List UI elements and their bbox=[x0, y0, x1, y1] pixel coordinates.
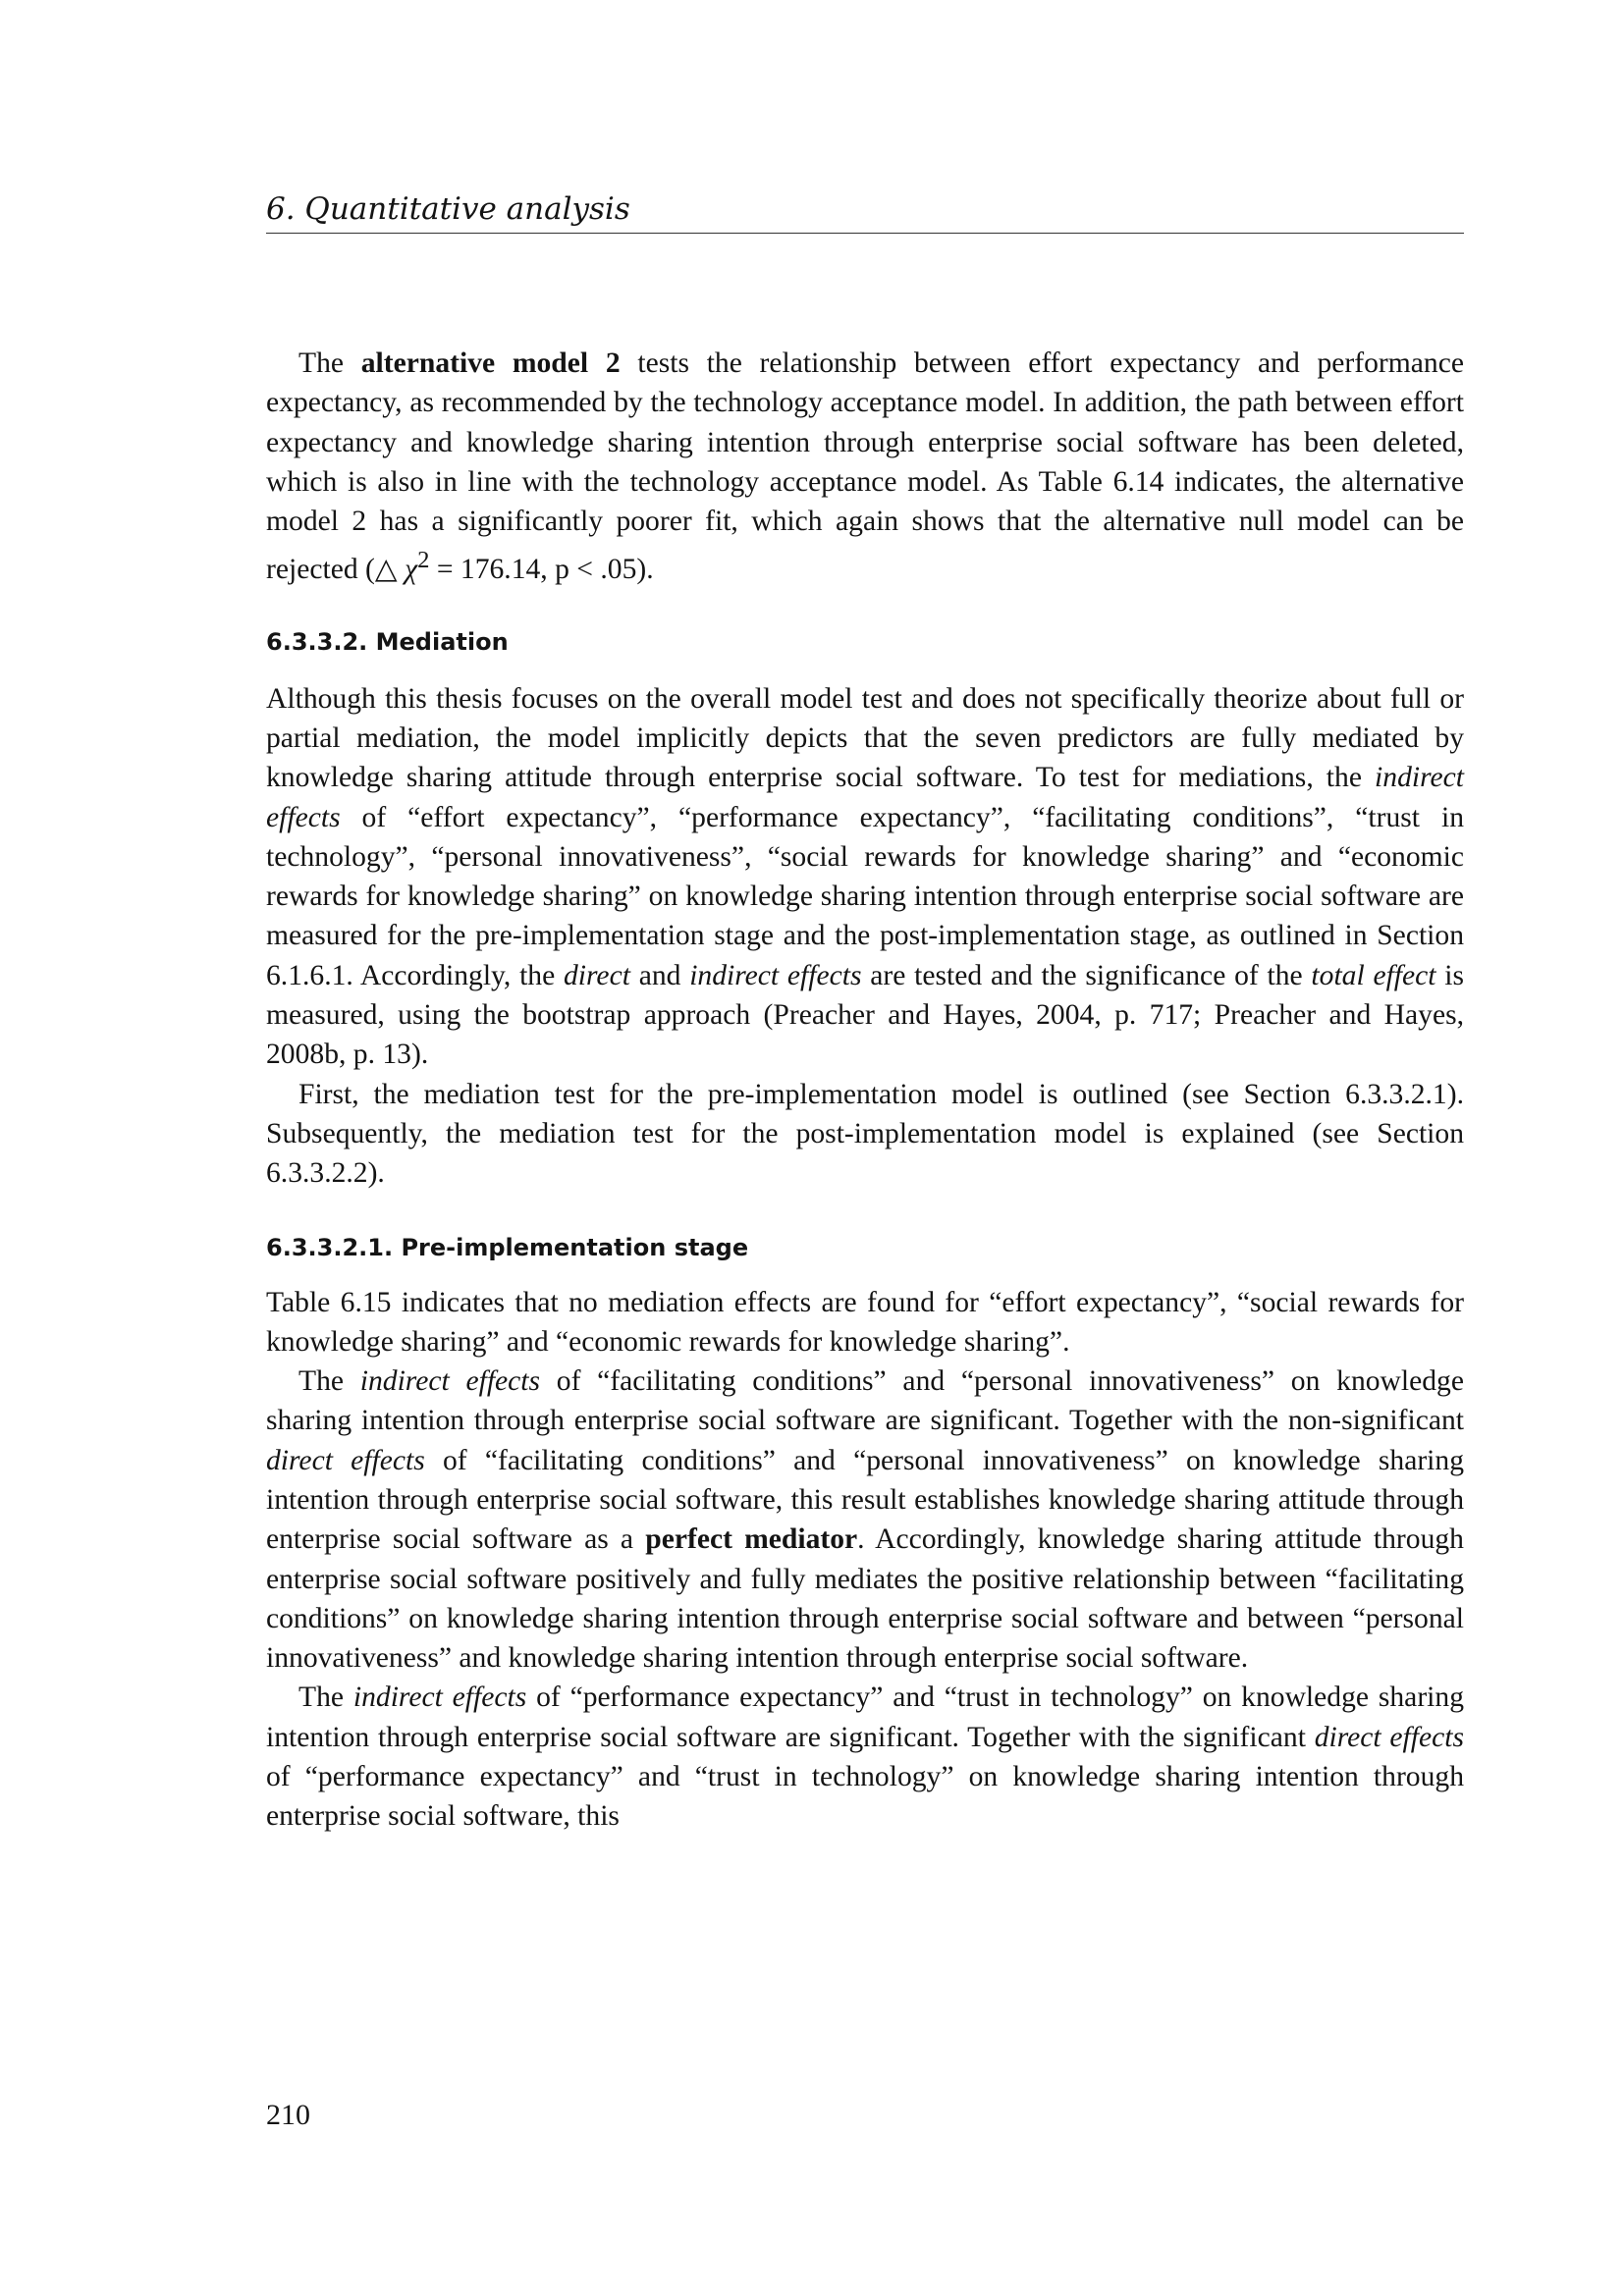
paragraph-no-mediation: Table 6.15 indicates that no mediation effects are found for “effort expectancy”, “social rewards for knowledge sharing” and “economic rewards for knowledge sharing”. bbox=[266, 1286, 1464, 1358]
paragraph-partial-mediation: The indirect effects of “performance expectancy” and “trust in technology” on knowledge sharing intention through enterprise social software are significant. Together with the significant direct effects of “performance expectancy” and “trust in technology” on knowledge sharing intention through enterprise social software, this bbox=[266, 1682, 1464, 1833]
paragraph-mediation-outline: First, the mediation test for the pre-implementation model is outlined (see Section 6.3.3.2.1). Subsequently, the mediation test for the post-implementation model is explained (see Section 6.3.3.2.2). bbox=[266, 1078, 1464, 1190]
paragraph-mediation-intro: Although this thesis focuses on the overall model test and does not specifically theorize about full or partial mediation, the model implicitly depicts that the seven predictors are fully mediated by knowledge sharing attitude through enterprise social software. To test for mediations, the indirect effects of “effort expectancy”, “performance expectancy”, “facilitating conditions”, “trust in technology”, “personal innovativeness”, “social rewards for knowledge sharing” and “economic rewards for knowledge sharing” on knowledge sharing intention through enterprise social software are measured for the pre-implementation stage and the post-implementation stage, as outlined in Section 6.1.6.1. Accordingly, the direct and indirect effects are tested and the significance of the total effect is measured, using the bootstrap approach (Preacher and Hayes, 2004, p. 717; Preacher and Hayes, 2008b, p. 13). bbox=[266, 682, 1465, 1071]
bold-term: perfect mediator bbox=[645, 1523, 858, 1556]
section-heading-mediation: 6.3.3.2. Mediation bbox=[266, 627, 509, 656]
running-header: 6. Quantitative analysis bbox=[266, 191, 1464, 234]
section-heading-pre-implementation: 6.3.3.2.1. Pre-implementation stage bbox=[266, 1233, 749, 1261]
bold-term: alternative model 2 bbox=[360, 347, 621, 379]
paragraph-alternative-model-2: The alternative model 2 tests the relationship between effort expectancy and performance expectancy, as recommended by the technology acceptance model. In addition, the path between effort expectancy and knowledge sharing intention through enterprise social software has been deleted, which is also in line with the technology acceptance model. As Table 6.14 indicates, the alternative model 2 has a significantly poorer fit, which again shows that the alternative null model can be rejected (△ $\chi^2 = 176.14$, p < .05). bbox=[266, 347, 1464, 586]
superscript: 2 bbox=[417, 547, 430, 574]
paragraph-perfect-mediator: The indirect effects of “facilitating conditions” and “personal innovativeness” on knowledge sharing intention through enterprise social software are significant. Together with the non-significant direct effects of “facilitating conditions” and “personal innovativeness” on knowledge sharing intention through enterprise social software, this result establishes knowledge sharing attitude through enterprise social software as a perfect mediator. Accordingly, knowledge sharing attitude through enterprise social software positively and fully mediates the positive relationship between “facilitating conditions” on knowledge sharing intention through enterprise social software and between “personal innovativeness” and knowledge sharing intention through enterprise social software. bbox=[266, 1365, 1465, 1675]
page-number: 210 bbox=[266, 2099, 310, 2131]
document-page bbox=[266, 191, 1464, 1837]
delta-symbol: △ bbox=[374, 554, 398, 586]
chi-symbol: χ bbox=[405, 554, 418, 586]
